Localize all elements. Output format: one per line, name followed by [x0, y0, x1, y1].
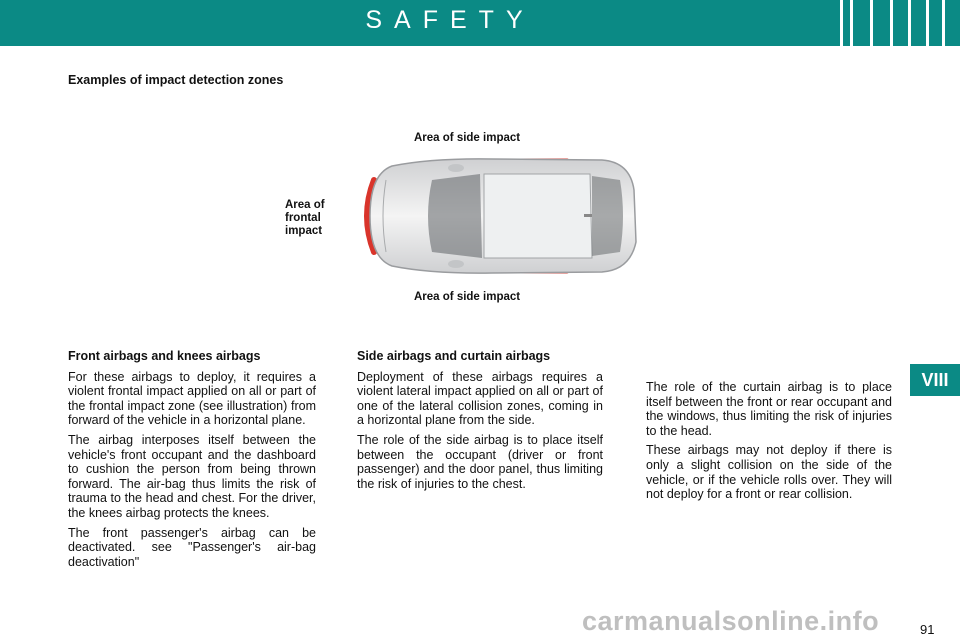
label-frontal-line-1: Area of — [285, 199, 325, 211]
right-paragraph-1: The role of the curtain airbag is to place itself between the front or rear occupant and the windows, thus limiting the risk of injuries to the head. — [646, 380, 892, 438]
mirror-top — [448, 164, 464, 172]
right-column — [646, 380, 892, 507]
left-paragraph-2: The airbag interposes itself between the vehicle's front occupant and the dashboard to cushion the person from being thrown forward. The air-bag thus limits the risk of trauma to the head and chest. For the driver, the knees airbag protects the knees. — [68, 432, 316, 520]
middle-paragraph-1: Deployment of these airbags requires a violent lateral impact applied on all or part of one of the lateral collision zones, coming in a horizontal plane from the side. — [357, 369, 603, 428]
stripe-6 — [926, 0, 929, 46]
label-frontal-line-3: impact — [285, 225, 323, 237]
page-number: 91 — [920, 622, 935, 637]
left-column — [68, 349, 316, 574]
stripe-5 — [908, 0, 911, 46]
windshield — [428, 174, 482, 258]
page-title: SAFETY — [365, 6, 535, 34]
stripe-4 — [890, 0, 893, 46]
left-paragraph-3: The front passenger's airbag can be deactivated. see "Passenger's air-bag deactivation" — [68, 525, 316, 569]
rear-window — [592, 176, 623, 256]
figure-title: Examples of impact detection zones — [68, 73, 284, 87]
stripe-3 — [870, 0, 873, 46]
middle-paragraph-2: The role of the side airbag is to place itself between the occupant (driver or front passenger) and the door panel, thus limiting the risk of injuries to the chest. — [357, 432, 603, 491]
header-bar — [0, 0, 960, 46]
chapter-tab[interactable]: VIII — [910, 364, 960, 396]
left-heading: Front airbags and knees airbags — [68, 349, 261, 363]
left-paragraph-1: For these airbags to deploy, it requires a violent frontal impact applied on all or part of the frontal impact zone (see illustration) from forward of the vehicle in a horizontal plane. — [68, 369, 316, 428]
label-side-impact-bottom: Area of side impact — [414, 291, 521, 303]
mirror-bottom — [448, 260, 464, 268]
stripe-2 — [850, 0, 853, 46]
stripe-1 — [840, 0, 843, 46]
middle-heading: Side airbags and curtain airbags — [357, 349, 551, 363]
label-frontal-line-2: frontal — [285, 212, 321, 224]
middle-column — [357, 349, 603, 496]
car-top-view-illustration — [352, 150, 642, 282]
stripe-7 — [942, 0, 945, 46]
label-side-impact-top: Area of side impact — [414, 132, 521, 144]
right-paragraph-2: These airbags may not deploy if there is only a slight collision on the side of the vehicle, or if the vehicle rolls over. They will not deploy for a front or rear collision. — [646, 443, 892, 502]
roof — [484, 174, 592, 258]
label-frontal-impact — [285, 199, 325, 238]
watermark: carmanualsonline.info — [582, 606, 880, 636]
